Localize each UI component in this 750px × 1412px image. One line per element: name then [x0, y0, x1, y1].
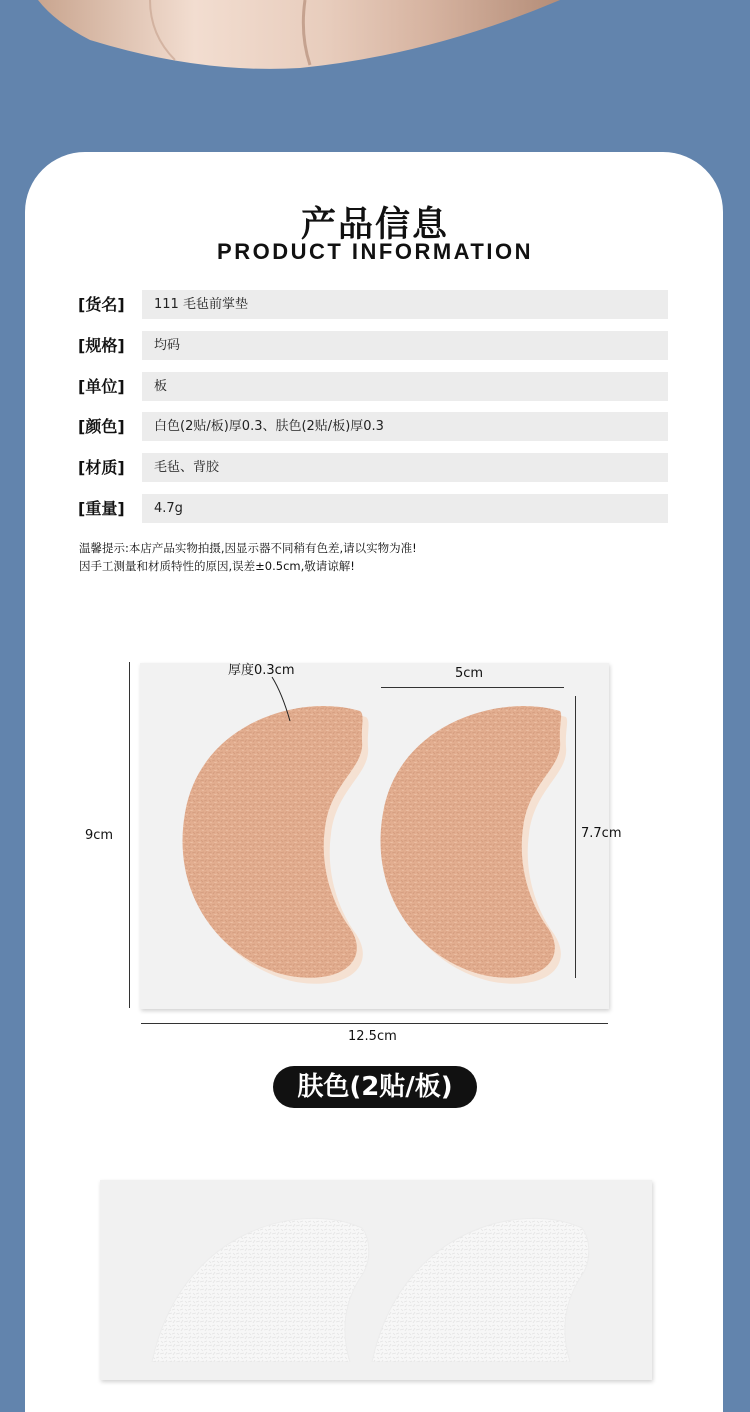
pad-height-label: 7.7cm: [581, 826, 622, 841]
thickness-label: 厚度0.3cm: [228, 663, 295, 678]
spec-value: 毛毡、背胶: [142, 453, 668, 482]
notice-line-2: 因手工测量和材质特性的原因,误差±0.5cm,敬请谅解!: [79, 559, 355, 573]
spec-row-name: [78, 290, 668, 319]
spec-value: 白色(2贴/板)厚0.3、肤色(2贴/板)厚0.3: [142, 412, 668, 441]
page-title: 产品信息: [300, 205, 449, 245]
spec-label: [材质]: [78, 458, 125, 477]
top-photo: [0, 0, 750, 80]
board-width-label: 12.5cm: [348, 1029, 397, 1044]
spec-label: [规格]: [78, 336, 125, 355]
felt-pads-image: [140, 663, 609, 1009]
color-badge: 肤色(2贴/板): [273, 1066, 477, 1108]
white-pads-image: [100, 1180, 652, 1362]
spec-value: 4.7g: [142, 494, 668, 523]
dim-line-pad-height: [575, 696, 576, 978]
spec-row-material: [78, 453, 668, 482]
dim-line-pad-width: [381, 687, 564, 688]
dim-line-board-height: [129, 662, 130, 1008]
spec-value: 均码: [142, 331, 668, 360]
notice-line-1: 温馨提示:本店产品实物拍摄,因显示器不同稍有色差,请以实物为准!: [79, 541, 417, 555]
spec-label: [重量]: [78, 499, 125, 518]
spec-row-weight: [78, 494, 668, 523]
page-subtitle: PRODUCT INFORMATION: [217, 239, 533, 264]
spec-row-color: [78, 412, 668, 441]
product-photo: [140, 663, 609, 1009]
pad-width-label: 5cm: [455, 666, 484, 681]
product-photo-white: [100, 1180, 652, 1380]
board-height-label: 9cm: [85, 828, 114, 843]
dim-line-board-width: [141, 1023, 608, 1024]
spec-row-unit: [78, 372, 668, 401]
spec-label: [货名]: [78, 295, 125, 314]
spec-row-size: [78, 331, 668, 360]
spec-value: 板: [142, 372, 668, 401]
spec-label: [颜色]: [78, 417, 125, 436]
spec-label: [单位]: [78, 377, 125, 396]
spec-value: 111 毛毡前掌垫: [142, 290, 668, 319]
